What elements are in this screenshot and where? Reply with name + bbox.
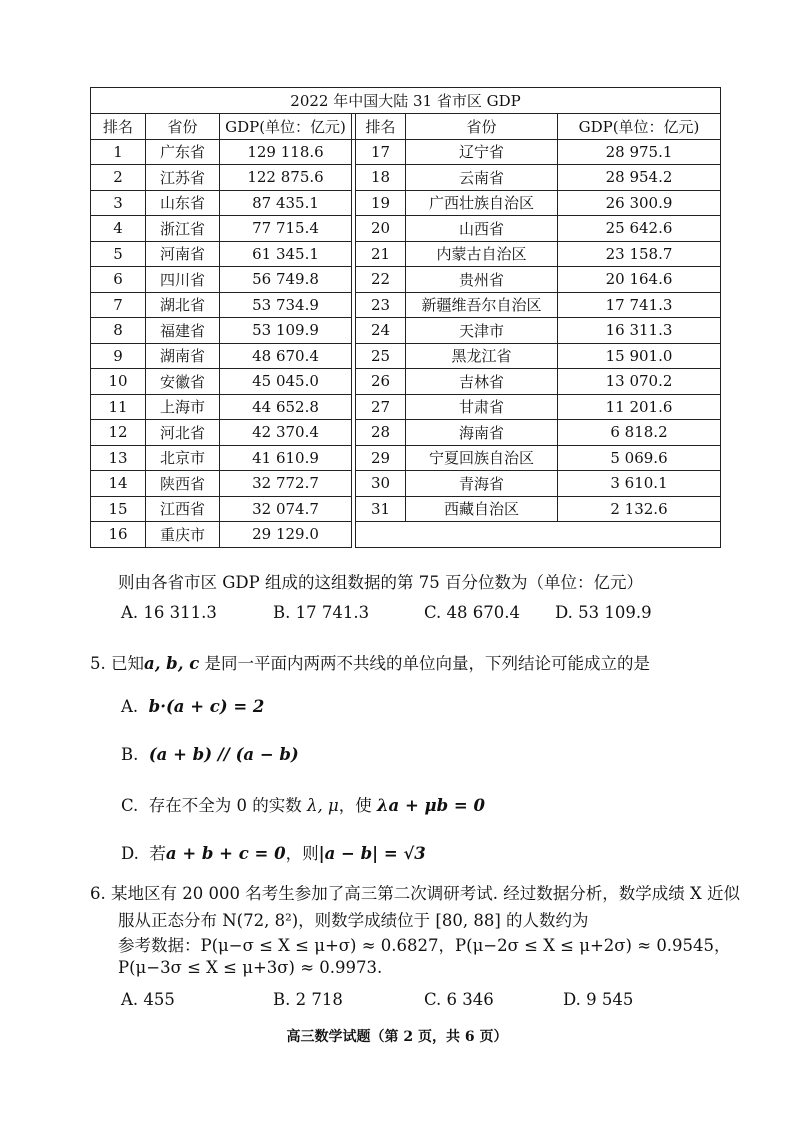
gdp-cell: 122 875.6 [220,165,352,191]
province-cell: 浙江省 [146,216,220,242]
rank-cell: 13 [91,445,146,471]
q6-line-3: 参考数据：P(μ−σ ≤ X ≤ μ+σ) ≈ 0.6827，P(μ−2σ ≤ X ≤ μ+2σ) ≈ 0.9545， [118,936,731,955]
rank-cell: 25 [356,343,406,369]
rank-cell: 14 [91,471,146,497]
table-row [91,394,721,420]
col-header-rank: 排名 [91,114,146,140]
province-cell: 河南省 [146,241,220,267]
gdp-cell: 3 610.1 [558,471,721,497]
rank-cell: 24 [356,318,406,344]
q6-option-a: A. 455 [121,990,175,1009]
province-cell: 云南省 [406,165,558,191]
province-cell: 福建省 [146,318,220,344]
table-title: 2022 年中国大陆 31 省市区 GDP [91,88,721,114]
gdp-cell: 32 772.7 [220,471,352,497]
table-row [91,267,721,293]
province-cell: 海南省 [406,420,558,446]
q6-line-1 [90,880,740,904]
gdp-cell: 42 370.4 [220,420,352,446]
rank-cell: 6 [91,267,146,293]
rank-cell: 5 [91,241,146,267]
rank-cell: 1 [91,139,146,165]
gdp-cell: 61 345.1 [220,241,352,267]
q6-text: 某地区有 20 000 名考生参加了高三第二次调研考试. 经过数据分析，数学成绩 X 近似 [111,884,740,903]
province-cell: 吉林省 [406,369,558,395]
rank-cell: 17 [356,139,406,165]
table-row [91,241,721,267]
rank-cell: 22 [356,267,406,293]
table-row [91,190,721,216]
option-math: (a + b) // (a − b) [148,745,299,764]
table-row [91,165,721,191]
option-label: D. [121,844,139,863]
option-label: C. [121,796,139,815]
province-cell: 黑龙江省 [406,343,558,369]
province-cell: 西藏自治区 [406,496,558,522]
q6-number: 6. [90,884,106,903]
province-cell: 北京市 [146,445,220,471]
table-row [91,139,721,165]
option-text: ，则 [285,844,319,863]
gdp-cell: 26 300.9 [558,190,721,216]
table-row [91,471,721,497]
table-row [91,292,721,318]
gdp-cell: 56 749.8 [220,267,352,293]
province-cell: 湖南省 [146,343,220,369]
table-row [91,420,721,446]
option-math: a + b + c = 0 [165,844,286,863]
gdp-cell: 45 045.0 [220,369,352,395]
option-text: 若 [149,844,166,863]
option-label: A. [121,697,139,716]
province-cell: 甘肃省 [406,394,558,420]
q6-option-b: B. 2 718 [273,990,343,1009]
q6-line-4: P(μ−3σ ≤ X ≤ μ+3σ) ≈ 0.9973. [118,958,383,977]
rank-cell: 20 [356,216,406,242]
gdp-cell: 15 901.0 [558,343,721,369]
gdp-table [90,87,721,548]
gdp-cell: 44 652.8 [220,394,352,420]
gdp-cell: 6 818.2 [558,420,721,446]
gdp-cell: 53 734.9 [220,292,352,318]
province-cell: 河北省 [146,420,220,446]
rank-cell: 16 [91,522,146,548]
q5-number: 5. [90,654,106,673]
q5-option-a [121,697,264,716]
rank-cell: 26 [356,369,406,395]
option-math: b·(a + c) = 2 [148,697,265,716]
rank-cell: 10 [91,369,146,395]
province-cell: 内蒙古自治区 [406,241,558,267]
province-cell: 重庆市 [146,522,220,548]
province-cell: 江苏省 [146,165,220,191]
province-cell: 广东省 [146,139,220,165]
table-row [91,522,721,548]
province-cell: 四川省 [146,267,220,293]
rank-cell: 8 [91,318,146,344]
gdp-cell: 17 741.3 [558,292,721,318]
gdp-cell: 20 164.6 [558,267,721,293]
q4-option-b: B. 17 741.3 [273,603,370,622]
province-cell: 贵州省 [406,267,558,293]
rank-cell: 4 [91,216,146,242]
province-cell: 新疆维吾尔自治区 [406,292,558,318]
table-row [91,496,721,522]
gdp-cell: 23 158.7 [558,241,721,267]
province-cell: 辽宁省 [406,139,558,165]
gdp-cell: 77 715.4 [220,216,352,242]
gdp-cell: 25 642.6 [558,216,721,242]
province-cell: 青海省 [406,471,558,497]
q6-option-c: C. 6 346 [424,990,494,1009]
rank-cell: 19 [356,190,406,216]
q5-option-d [121,840,426,864]
province-cell: 宁夏回族自治区 [406,445,558,471]
col-header-gdp: GDP(单位：亿元) [558,114,721,140]
gdp-cell: 129 118.6 [220,139,352,165]
province-cell: 湖北省 [146,292,220,318]
rank-cell: 11 [91,394,146,420]
col-header-gdp: GDP(单位：亿元) [220,114,352,140]
gdp-cell: 87 435.1 [220,190,352,216]
q5-stem [90,650,650,674]
option-math: λ, μ [307,796,339,815]
gdp-cell: 16 311.3 [558,318,721,344]
gdp-cell: 32 074.7 [220,496,352,522]
q5-option-b [121,745,299,764]
rank-cell: 28 [356,420,406,446]
rank-cell: 27 [356,394,406,420]
q5-stem-text-1: 已知 [111,654,144,673]
gdp-cell: 5 069.6 [558,445,721,471]
col-header-province: 省份 [406,114,558,140]
option-text: 存在不全为 0 的实数 [148,796,302,815]
province-cell: 安徽省 [146,369,220,395]
rank-cell: 21 [356,241,406,267]
province-cell: 上海市 [146,394,220,420]
table-row [91,343,721,369]
q4-prompt: 则由各省市区 GDP 组成的这组数据的第 75 百分位数为（单位：亿元） [118,573,643,592]
table-row [91,369,721,395]
province-cell: 广西壮族自治区 [406,190,558,216]
province-cell: 江西省 [146,496,220,522]
gdp-cell: 53 109.9 [220,318,352,344]
option-math: |a − b| = √3 [318,844,426,863]
province-cell: 山东省 [146,190,220,216]
rank-cell: 29 [356,445,406,471]
q4-option-c: C. 48 670.4 [424,603,521,622]
rank-cell: 9 [91,343,146,369]
option-label: B. [121,745,139,764]
q6-line-2: 服从正态分布 N(72, 8²)，则数学成绩位于 [80, 88] 的人数约为 [118,911,589,930]
option-text: ，使 [338,796,372,815]
table-row [91,216,721,242]
gdp-cell: 41 610.9 [220,445,352,471]
gdp-cell: 48 670.4 [220,343,352,369]
gdp-cell: 28 954.2 [558,165,721,191]
q5-stem-vars: a, b, c [144,654,200,673]
table-body [91,139,721,547]
table-header-row [91,114,721,140]
q4-option-a: A. 16 311.3 [121,603,217,622]
province-cell: 陕西省 [146,471,220,497]
gdp-cell: 13 070.2 [558,369,721,395]
province-cell: 天津市 [406,318,558,344]
province-cell: 山西省 [406,216,558,242]
q6-option-d: D. 9 545 [563,990,634,1009]
rank-cell: 18 [356,165,406,191]
q4-option-d: D. 53 109.9 [555,603,652,622]
gdp-cell: 11 201.6 [558,394,721,420]
table-row [91,318,721,344]
rank-cell: 2 [91,165,146,191]
rank-cell: 15 [91,496,146,522]
page-footer: 高三数学试题（第 2 页，共 6 页） [286,1029,508,1045]
rank-cell: 30 [356,471,406,497]
rank-cell: 3 [91,190,146,216]
gdp-cell: 29 129.0 [220,522,352,548]
option-math: λa + μb = 0 [376,796,485,815]
gdp-cell: 2 132.6 [558,496,721,522]
col-header-rank: 排名 [356,114,406,140]
rank-cell: 23 [356,292,406,318]
empty-cell [356,522,721,548]
q5-stem-text-2: 是同一平面内两两不共线的单位向量，下列结论可能成立的是 [204,654,651,673]
rank-cell: 31 [356,496,406,522]
rank-cell: 12 [91,420,146,446]
table-row [91,445,721,471]
q5-option-c [121,792,485,816]
gdp-cell: 28 975.1 [558,139,721,165]
col-header-province: 省份 [146,114,220,140]
rank-cell: 7 [91,292,146,318]
